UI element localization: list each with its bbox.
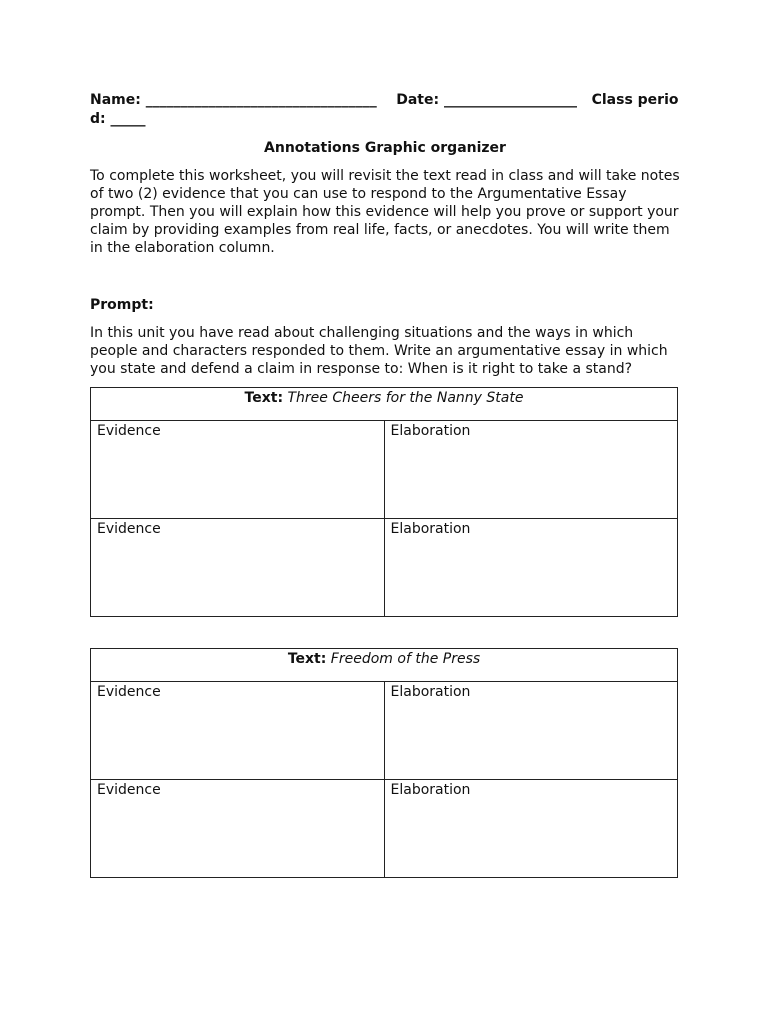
elaboration-label: Elaboration [390,423,471,439]
table-row [91,682,678,780]
name-field[interactable]: _________________________________ [145,92,377,108]
organizer-table-nanny-state [90,387,678,617]
name-label: Name: [90,92,141,108]
elaboration-cell[interactable] [384,519,678,617]
evidence-cell[interactable] [91,421,385,519]
text-title-cell [91,649,678,682]
elaboration-label: Elaboration [390,521,471,537]
prompt-label: Prompt: [90,297,154,313]
text-title-cell [91,388,678,421]
period-field[interactable]: _____ [110,111,146,127]
text-label: Text: [244,390,284,406]
student-info-line [90,91,680,129]
elaboration-cell[interactable] [384,780,678,878]
text-title: Three Cheers for the Nanny State [283,390,524,406]
period-label: period: [90,92,679,127]
evidence-cell[interactable] [91,519,385,617]
prompt-text: In this unit you have read about challenging situations and the ways in which people and characters responded to them. Write an argumentative essay in which you state and defend a claim in response to: When is it right to take a stand? [90,325,668,377]
elaboration-cell[interactable] [384,682,678,780]
text-label: Text: [287,651,327,667]
table-header-row [91,388,678,421]
date-field[interactable]: ___________________ [443,92,577,108]
evidence-label: Evidence [97,521,161,537]
worksheet-page [90,91,680,378]
class-label: Class [591,92,633,108]
evidence-cell[interactable] [91,682,385,780]
elaboration-label: Elaboration [390,782,471,798]
evidence-cell[interactable] [91,780,385,878]
page-title: Annotations Graphic organizer [264,140,506,156]
table-header-row [91,649,678,682]
date-label: Date: [396,92,440,108]
elaboration-label: Elaboration [390,684,471,700]
evidence-label: Evidence [97,684,161,700]
evidence-label: Evidence [97,782,161,798]
evidence-label: Evidence [97,423,161,439]
organizer-table-freedom-of-press [90,648,678,878]
text-title: Freedom of the Press [326,651,481,667]
elaboration-cell[interactable] [384,421,678,519]
table-row [91,780,678,878]
instructions-paragraph: To complete this worksheet, you will revisit the text read in class and will take notes of two (2) evidence that you can use to respond to the Argumentative Essay prompt. Then you will explain how this evidence will help you prove or support your claim by providing examples from real life, facts, or anecdotes. You will write them in the elaboration column. [90,168,680,256]
table-row [91,519,678,617]
table-row [91,421,678,519]
